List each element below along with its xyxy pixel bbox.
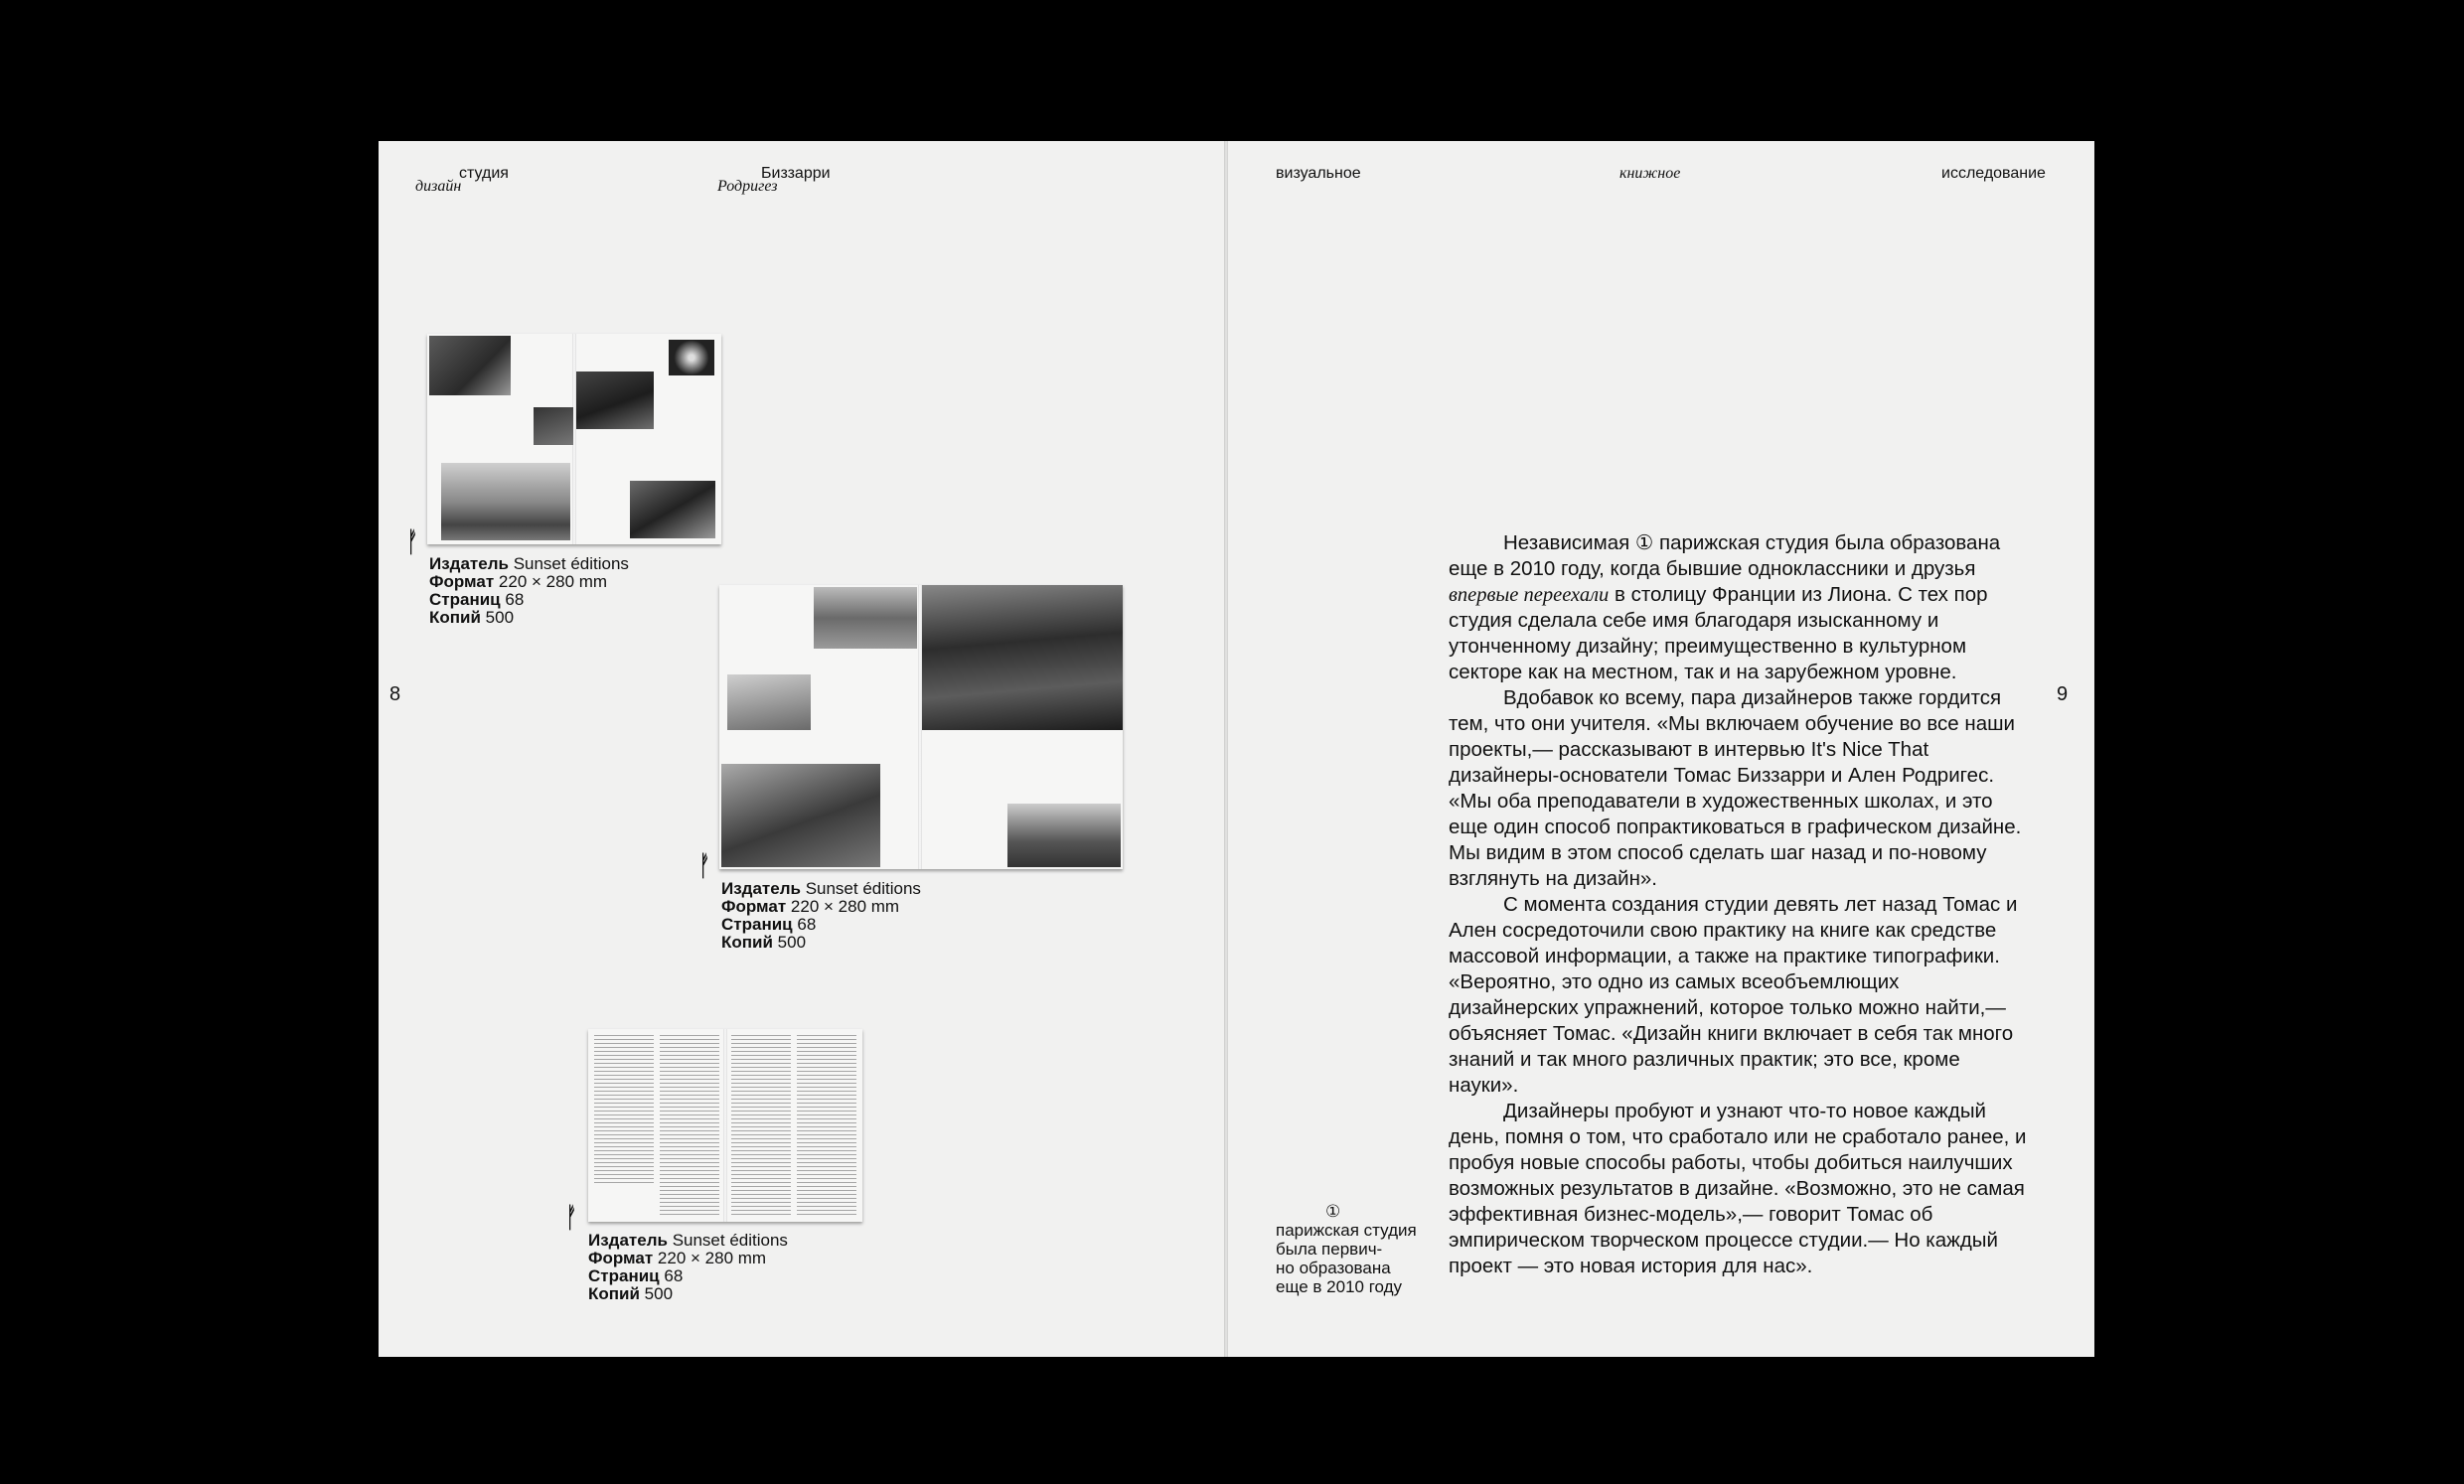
page-number-right: 9 (2057, 683, 2069, 705)
article-body (1449, 530, 2033, 1279)
bookmark-icon: ᚠ (566, 1202, 577, 1233)
paragraph-3: С момента создания студии девять лет назад Томас и Ален сосредоточили свою практику на книге как средстве массовой информации, а также на практике типографики. «Вероятно, это одно из самых всеобъемлющих дизайнерских упражнений, которое только можно найти,— объясняет Томас. «Дизайн книги включает в себя так много знаний и так много различных практик; это все, кроме науки». (1449, 893, 2018, 1097)
book-3-specs: Издатель Sunset éditions Формат 220 × 280 mm Страниц 68 Копий 500 (588, 1231, 788, 1303)
header-studio: студия (459, 165, 509, 182)
header-book: книжное (1619, 165, 1681, 182)
bookmark-icon: ᚠ (699, 850, 710, 881)
paragraph-4: Дизайнеры пробуют и узнают что-то новое каждый день, помня о том, что сработало или не сработало ранее, и пробуя новые способы работы, чтобы добиться наилучших возможных результатов в дизайне. «Возможно, это не самая эффективная бизнес-модель»,— говорит Томас об эмпирическом творческом процессе студии.— Но каждый проект — это новая история для нас». (1449, 1100, 2027, 1277)
paragraph-1: Независимая ① парижская студия была образована еще в 2010 году, когда бывшие одноклассники и друзья впервые переехали в столицу Франции из Лиона. С тех пор студия сделала себе имя благодаря изысканному и утонченному дизайну; преимущественно в культурном секторе как на местном, так и на зарубежном уровне. (1449, 531, 2001, 683)
book-2-specs: Издатель Sunset éditions Формат 220 × 280 mm Страниц 68 Копий 500 (721, 879, 921, 952)
header-visual: визуальное (1276, 165, 1361, 182)
header-research: исследование (1941, 165, 2046, 182)
book-spine (1224, 141, 1228, 1357)
book-spread-image-3 (588, 1029, 862, 1222)
footnote-marker: ① (1325, 1202, 1341, 1221)
header-bizzarri: Биззарри (761, 165, 831, 182)
bookmark-icon: ᚠ (407, 526, 418, 557)
paragraph-2: Вдобавок ко всему, пара дизайнеров также гордится тем, что они учителя. «Мы включаем обучение во все наши проекты,— рассказывают в интервью It's Nice That дизайнеры-основатели Томас Биззарри и Ален Родригес. «Мы оба преподаватели в художественных школах, и это еще один способ попрактиковаться в графическом дизайне. Мы видим в этом способ сделать шаг назад и по-новому взглянуть на дизайн». (1449, 686, 2022, 890)
book-spread-image-2 (719, 585, 1123, 869)
book-1-specs: Издатель Sunset éditions Формат 220 × 280 mm Страниц 68 Копий 500 (429, 554, 629, 627)
header-rodriguez: Родригез (717, 178, 778, 195)
book-spread-image-1 (427, 334, 721, 544)
header-design: дизайн (415, 178, 462, 195)
page-number-left: 8 (389, 683, 401, 705)
footnote: ① парижская студия была первич- но образована еще в 2010 году (1276, 1202, 1435, 1296)
